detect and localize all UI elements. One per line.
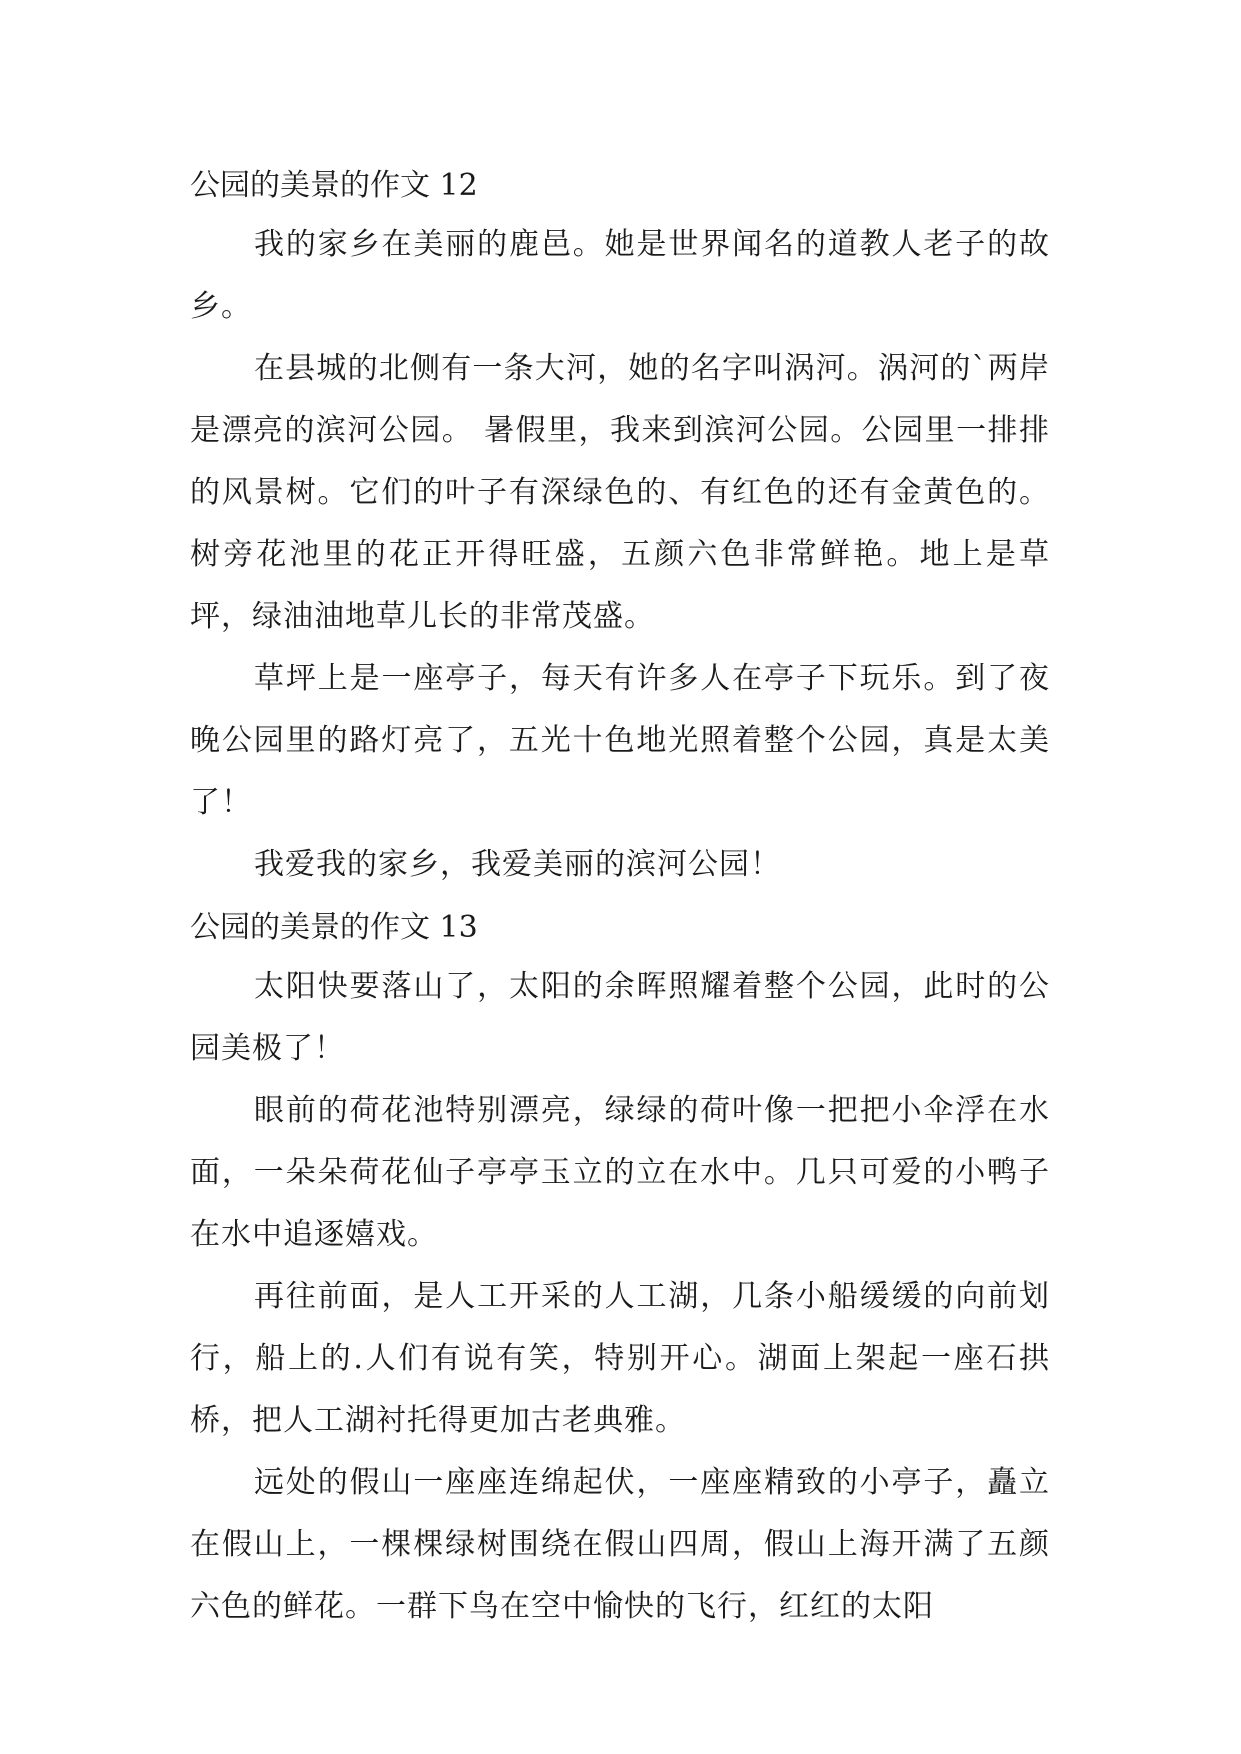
essay-heading: 公园的美景的作文 12 bbox=[190, 168, 478, 203]
essay-paragraph: 草坪上是一座亭子，每天有许多人在亭子下玩乐。到了夜晚公园里的路灯亮了，五光十色地光照着整个公园，真是太美了！ bbox=[190, 661, 1050, 820]
essay-paragraph: 我的家乡在美丽的鹿邑。她是世界闻名的道教人老子的故乡。 bbox=[190, 227, 1050, 324]
essay-paragraph: 我爱我的家乡，我爱美丽的滨河公园！ bbox=[254, 847, 781, 882]
essay-paragraph: 太阳快要落山了，太阳的余晖照耀着整个公园，此时的公园美极了！ bbox=[190, 969, 1050, 1066]
essay-paragraph: 远处的假山一座座连绵起伏，一座座精致的小亭子，矗立在假山上，一棵棵绿树围绕在假山四周，假山上海开满了五颜六色的鲜花。一群下鸟在空中愉快的飞行，红红的太阳 bbox=[190, 1465, 1050, 1624]
document-body bbox=[190, 158, 1050, 1638]
essay-paragraph: 再往前面，是人工开采的人工湖，几条小船缓缓的向前划行，船上的.人们有说有笑，特别开心。湖面上架起一座石拱桥，把人工湖衬托得更加古老典雅。 bbox=[190, 1279, 1050, 1438]
essay-paragraph: 眼前的荷花池特别漂亮，绿绿的荷叶像一把把小伞浮在水面，一朵朵荷花仙子亭亭玉立的立在水中。几只可爱的小鸭子在水中追逐嬉戏。 bbox=[190, 1093, 1050, 1252]
essay-heading: 公园的美景的作文 13 bbox=[190, 910, 478, 945]
essay-section-12 bbox=[190, 158, 1050, 896]
essay-section-13 bbox=[190, 900, 1050, 1638]
essay-paragraph: 在县城的北侧有一条大河，她的名字叫涡河。涡河的`两岸是漂亮的滨河公园。 暑假里，我来到滨河公园。公园里一排排的风景树。它们的叶子有深绿色的、有红色的还有金黄色的。树旁花池里的花正开得旺盛，五颜六色非常鲜艳。地上是草坪，绿油油地草儿长的非常茂盛。 bbox=[190, 351, 1050, 634]
